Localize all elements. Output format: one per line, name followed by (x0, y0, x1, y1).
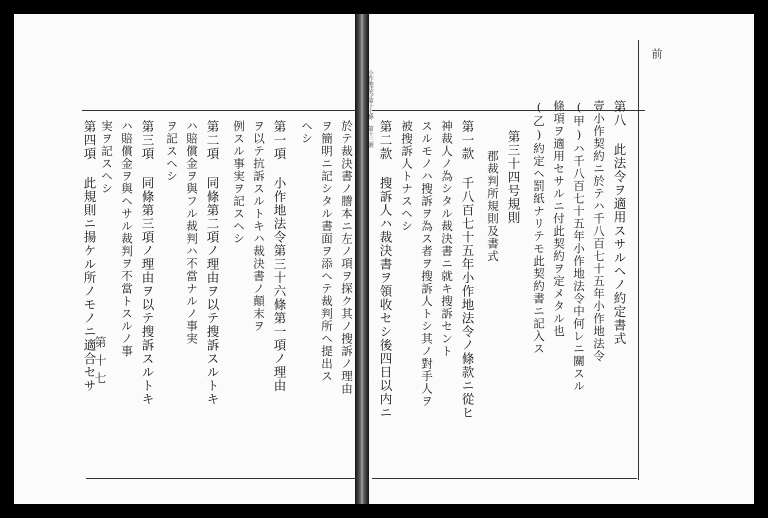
right-text-column: 神裁人ノ為シタル裁決書ニ就キ搜訴セント (440, 120, 454, 358)
right-text-column: 壹小作契約ニ於テハ千八百七十五年小作地法令 (592, 100, 606, 363)
left-text-column: ヲ以テ抗訴スルトキハ裁決書ノ顛末ヲ (252, 120, 266, 333)
right-text-column: スルモノハ搜訴ヲ為ス者ヲ搜訴人トシ其ノ對手人ヲ (420, 120, 434, 408)
right-frame-side-rule (638, 40, 639, 480)
right-text-column: 郡裁判所規則及書式 (486, 150, 500, 263)
catalog-stamp: 小作地法令第十七條 第十三號 (367, 70, 373, 148)
right-text-column: 第二款 搜訴人ハ裁決書ヲ領收セシ後四日以内ニ (378, 120, 393, 420)
right-text-column: 被搜訴人トナスヘシ (400, 120, 414, 233)
right-text-column: 第三十四号規則 (506, 130, 521, 225)
right-text-column: 條項ヲ適用セサルニ付此契約ヲ定メタル也 (552, 100, 566, 338)
left-frame-bottom-rule (86, 478, 356, 479)
left-text-column: ヘシ (300, 120, 314, 145)
left-text-column: 例スル事実ヲ記スヘシ (232, 120, 246, 245)
left-text-column: 第三項 同條第三項ノ理由ヲ以テ搜訴スルトキ (140, 120, 155, 406)
left-text-column: ハ賠償金ヲ與ヘサル裁判ヲ不當トスルノ事 (120, 120, 134, 358)
left-text-column: 於テ裁決書ノ謄本ニ左ノ項ヲ探ク其ノ搜訴ノ理由 (340, 120, 354, 395)
page-margin-mark: 前 (650, 48, 663, 59)
right-text-column: 第八 此法令ヲ適用スサルヘノ約定書式 (612, 100, 627, 346)
left-text-column: ヲ簡明ニ記シタル書面ヲ添ヘテ裁判所ヘ提出ス (320, 120, 334, 383)
right-frame-bottom-rule (372, 478, 637, 479)
left-text-column: 第四項 此規則ニ揚ケル所ノモノニ適合セサ (82, 120, 97, 393)
left-text-column: 実ヲ記スヘシ (100, 120, 114, 195)
left-page-footer-mark: 第十七 (93, 336, 107, 390)
left-text-column: ハ賠償金ヲ與フル裁判ハ不當ナルノ事実 (185, 120, 199, 345)
right-text-column: 第一款 千八百七十五年小作地法令ノ條款ニ從ヒ (460, 120, 475, 420)
left-text-column: ヲ記スヘシ (165, 120, 179, 183)
left-frame-top-rule (82, 110, 357, 111)
right-text-column: (甲)ハ千八百七十五年小作地法令中何レニ關スル (572, 100, 586, 393)
left-text-column: 第一項 小作地法令第三十六條第一項ノ理由 (272, 120, 287, 393)
left-text-column: 第二項 同條第二項ノ理由ヲ以テ搜訴スルトキ (205, 120, 220, 406)
right-text-column: (乙)約定ヘ罰紙ナリテモ此契約書ニ記入ス (532, 100, 546, 355)
